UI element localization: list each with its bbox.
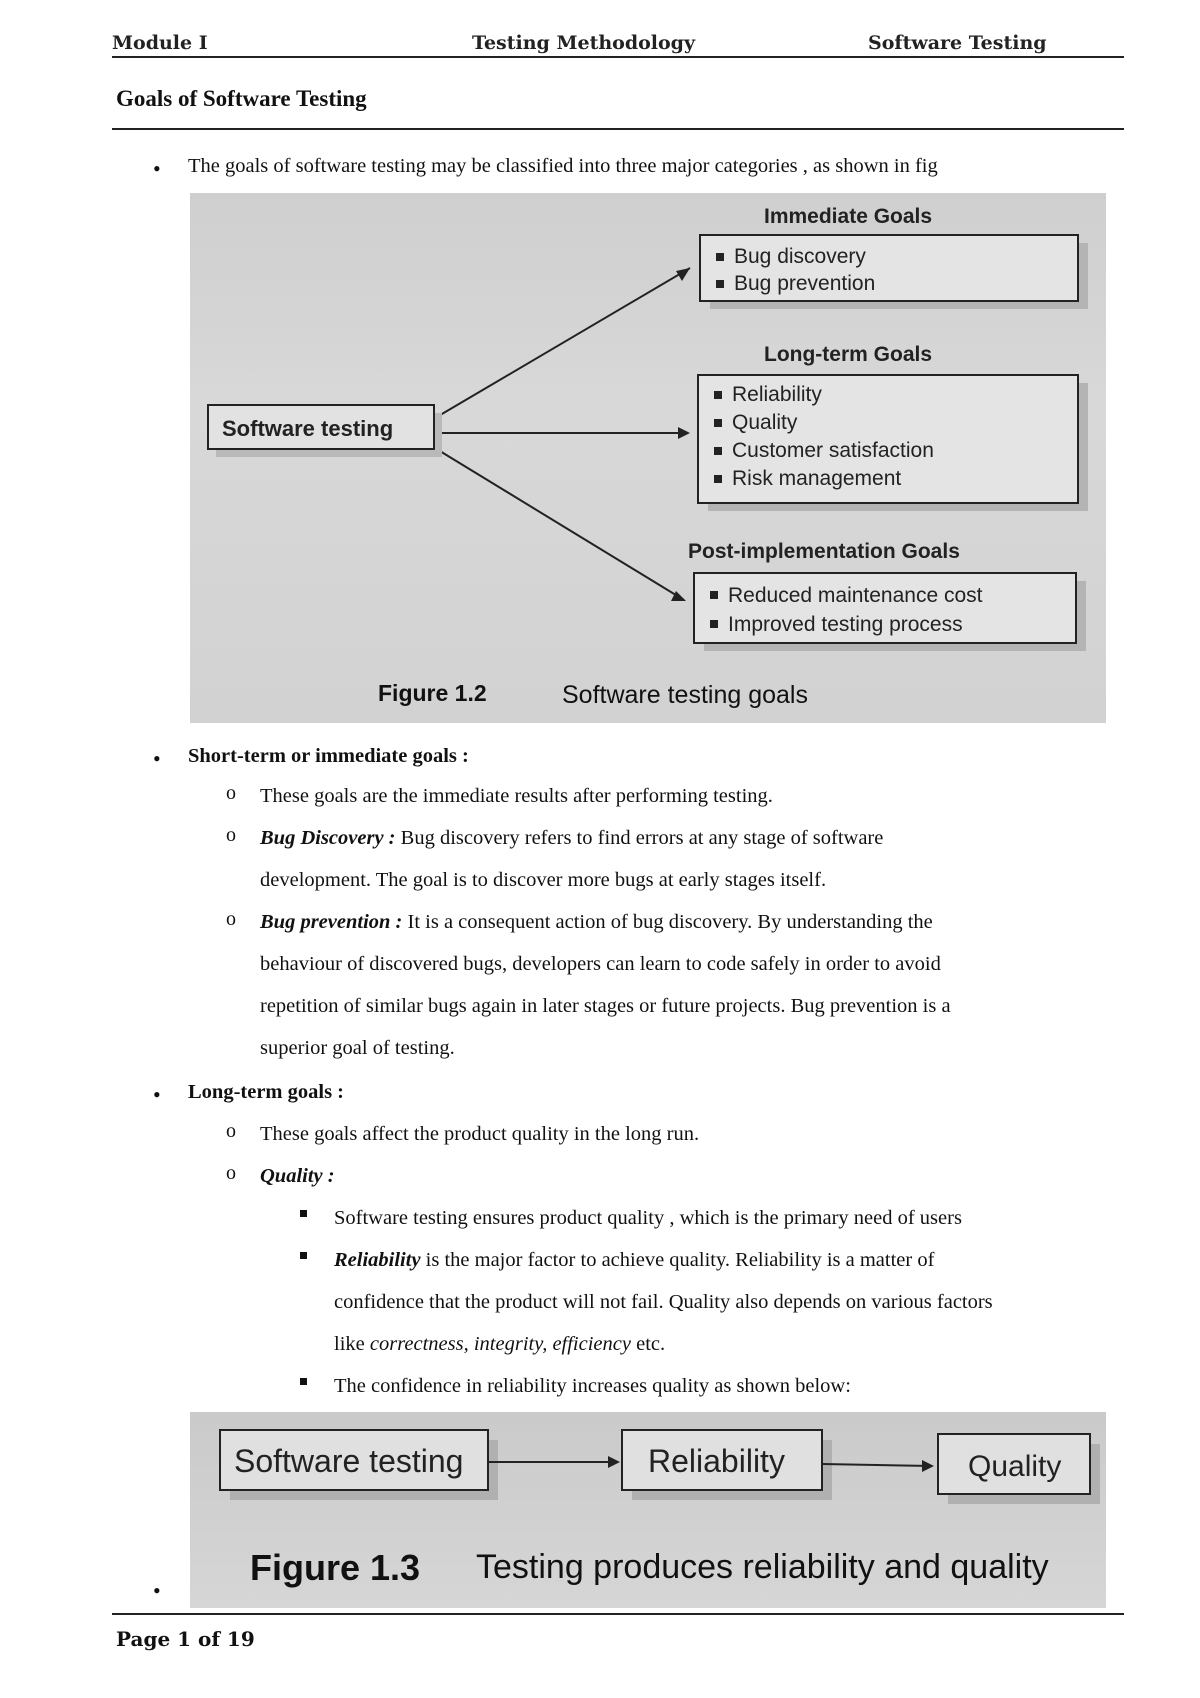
arrow-2 bbox=[822, 1464, 932, 1466]
bug-prevention-line3: repetition of similar bugs again in later stages or future projects. Bug prevention is a bbox=[260, 995, 951, 1017]
longterm-item-3: Customer satisfaction bbox=[732, 439, 934, 462]
header-subject: Software Testing bbox=[868, 32, 1047, 54]
arrowhead-longterm bbox=[678, 427, 690, 439]
immediate-item-2: Bug prevention bbox=[734, 272, 876, 295]
post-marker-1 bbox=[710, 591, 718, 599]
longterm-marker-4 bbox=[714, 475, 722, 483]
page-number: Page 1 of 19 bbox=[116, 1627, 255, 1651]
figure-goals-diagram bbox=[190, 193, 1106, 723]
bullet-dot: • bbox=[153, 1578, 161, 1603]
quality-point-1: Software testing ensures product quality , which is the primary need of users bbox=[334, 1207, 962, 1229]
bullet-dot: • bbox=[153, 156, 161, 181]
immediate-item-1: Bug discovery bbox=[734, 245, 866, 268]
bug-prevention-text: It is a consequent action of bug discovery. By understanding the bbox=[402, 911, 933, 933]
intro-text: The goals of software testing may be classified into three major categories , as shown in fig bbox=[188, 155, 938, 177]
etc-text: etc. bbox=[630, 1333, 666, 1355]
figure-reliability-photo bbox=[190, 1412, 1106, 1608]
arrowhead-2 bbox=[922, 1460, 934, 1472]
longterm-marker-2 bbox=[714, 419, 722, 427]
immediate-title: Immediate Goals bbox=[764, 205, 933, 228]
long-term-heading: Long-term goals : bbox=[188, 1081, 345, 1103]
header-module: Module I bbox=[112, 32, 208, 54]
sub-bullet: o bbox=[226, 1120, 236, 1142]
box2-label: Reliability bbox=[648, 1443, 785, 1479]
bullet-dot: • bbox=[153, 1082, 161, 1107]
sub-bullet: o bbox=[226, 1162, 236, 1184]
immediate-marker-2 bbox=[716, 280, 724, 288]
immediate-marker-1 bbox=[716, 253, 724, 261]
longterm-marker-1 bbox=[714, 391, 722, 399]
quality-factors: correctness, integrity, efficiency bbox=[369, 1333, 631, 1355]
longterm-marker-3 bbox=[714, 447, 722, 455]
figure-reliability-diagram bbox=[190, 1412, 1106, 1608]
long-term-line1: These goals affect the product quality in the long run. bbox=[260, 1123, 700, 1145]
sub-bullet: o bbox=[226, 782, 236, 804]
figure1-caption-label: Figure 1.2 bbox=[378, 680, 487, 706]
short-term-heading: Short-term or immediate goals : bbox=[188, 745, 469, 767]
running-header bbox=[112, 30, 1124, 58]
like-text: like bbox=[334, 1333, 370, 1355]
post-marker-2 bbox=[710, 620, 718, 628]
short-term-line1: These goals are the immediate results after performing testing. bbox=[260, 785, 773, 807]
longterm-item-1: Reliability bbox=[732, 383, 822, 406]
footer-rule bbox=[112, 1613, 1124, 1615]
square-bullet bbox=[300, 1252, 307, 1259]
quality-point-2-line1 bbox=[334, 1239, 1124, 1281]
post-item-1: Reduced maintenance cost bbox=[728, 584, 983, 607]
quality-point-3: The confidence in reliability increases quality as shown below: bbox=[334, 1375, 851, 1397]
arrowhead-1 bbox=[608, 1456, 620, 1468]
square-bullet bbox=[300, 1378, 307, 1385]
bug-prevention-term: Bug prevention : bbox=[260, 911, 403, 933]
bullet-dot: • bbox=[153, 746, 161, 771]
header-topic: Testing Methodology bbox=[472, 32, 696, 54]
section-title: Goals of Software Testing bbox=[116, 86, 367, 111]
sub-bullet: o bbox=[226, 908, 236, 930]
bug-prevention-line1 bbox=[260, 901, 1120, 943]
figure1-caption-text: Software testing goals bbox=[562, 681, 808, 709]
title-rule bbox=[112, 128, 1124, 130]
box1-label: Software testing bbox=[234, 1443, 464, 1479]
square-bullet bbox=[300, 1210, 307, 1217]
arrow-immediate bbox=[430, 268, 690, 421]
longterm-title: Long-term Goals bbox=[764, 343, 933, 366]
bug-discovery-term: Bug Discovery : bbox=[260, 827, 396, 849]
post-item-2: Improved testing process bbox=[728, 613, 963, 636]
quality-point-2-line2: confidence that the product will not fail. Quality also depends on various factors bbox=[334, 1291, 993, 1313]
longterm-item-4: Risk management bbox=[732, 467, 902, 490]
box3-label: Quality bbox=[968, 1450, 1062, 1483]
source-label: Software testing bbox=[222, 416, 394, 441]
arrow-post bbox=[430, 445, 684, 600]
bug-prevention-line4: superior goal of testing. bbox=[260, 1037, 455, 1059]
figure-goals-photo bbox=[190, 193, 1106, 723]
bug-prevention-line2: behaviour of discovered bugs, developers can learn to code safely in order to avoid bbox=[260, 953, 941, 975]
quality-label: Quality : bbox=[260, 1165, 335, 1187]
quality-term bbox=[260, 1155, 1120, 1197]
bug-discovery-line2: development. The goal is to discover more bugs at early stages itself. bbox=[260, 869, 827, 891]
quality-point-2-line3 bbox=[334, 1323, 1124, 1365]
bug-discovery-text: Bug discovery refers to find errors at any stage of software bbox=[395, 827, 884, 849]
figure2-caption-text: Testing produces reliability and quality bbox=[476, 1548, 1049, 1586]
reliability-text: is the major factor to achieve quality. Reliability is a matter of bbox=[420, 1249, 935, 1271]
header-rule bbox=[112, 56, 1124, 58]
reliability-term: Reliability bbox=[334, 1249, 421, 1271]
figure2-caption-label: Figure 1.3 bbox=[250, 1547, 421, 1588]
post-title: Post-implementation Goals bbox=[688, 540, 960, 563]
sub-bullet: o bbox=[226, 824, 236, 846]
longterm-item-2: Quality bbox=[732, 411, 798, 434]
bug-discovery-line1 bbox=[260, 817, 1120, 859]
